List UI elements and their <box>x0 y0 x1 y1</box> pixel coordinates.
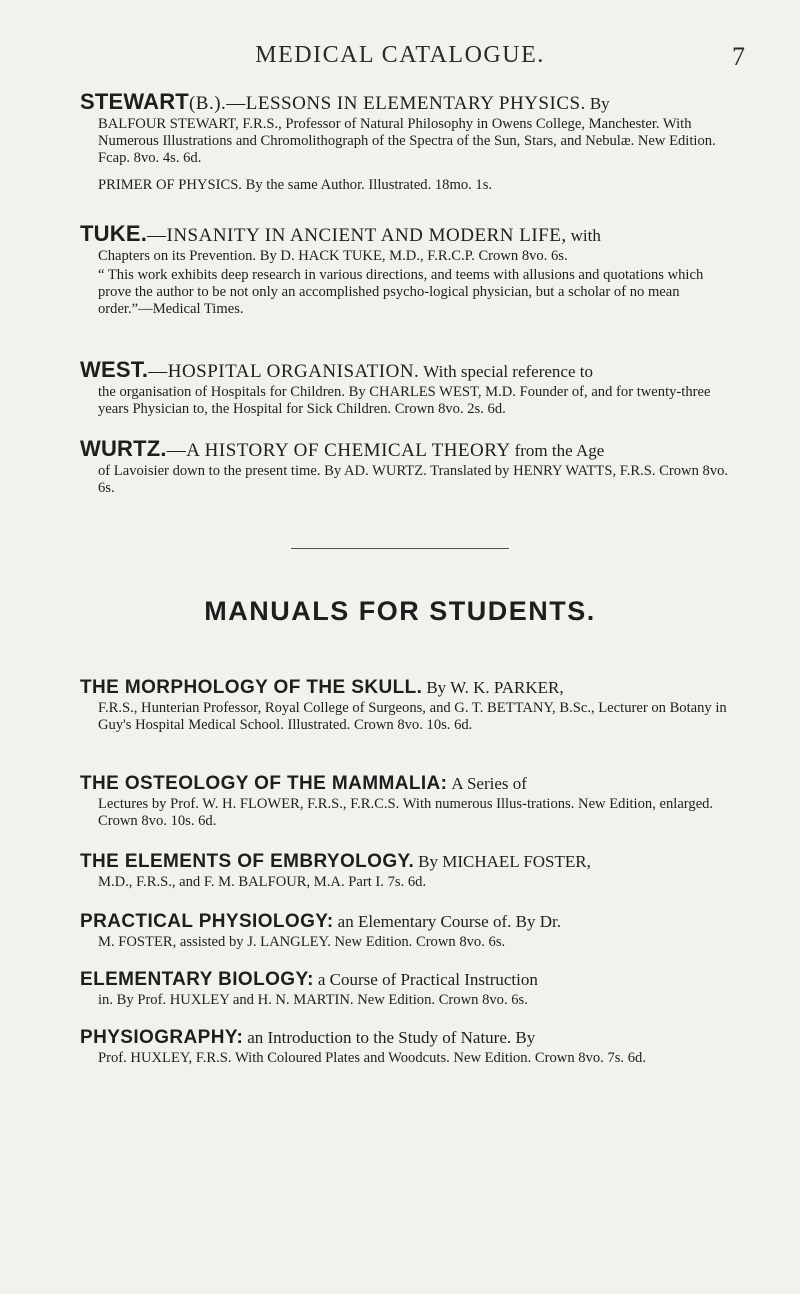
entry-lead-tail: With special reference to <box>423 362 593 381</box>
entry-lead <box>80 970 730 990</box>
entry-headword: WURTZ. <box>80 436 167 461</box>
section-title: MANUALS FOR STUDENTS. <box>204 596 596 626</box>
entry-headword: TUKE. <box>80 221 147 246</box>
entry-lead-tail: By W. K. PARKER, <box>426 678 564 697</box>
catalogue-entry-elementary-biology <box>80 970 730 1009</box>
entry-lead <box>80 678 730 698</box>
entry-description: Lectures by Prof. W. H. FLOWER, F.R.S., F.R.C.S. With numerous Illus-trations. New Edition, enlarged. Crown 8vo. 10s. 6d. <box>98 795 714 829</box>
entry-lead <box>80 437 730 461</box>
catalogue-entry-embryology <box>80 852 730 891</box>
entry-description: in. By Prof. HUXLEY and H. N. MARTIN. New Edition. Crown 8vo. 6s. <box>98 991 528 1008</box>
entry-lead-tail: an Elementary Course of. By Dr. <box>337 912 561 931</box>
entry-lead-tail: an Introduction to the Study of Nature. By <box>247 1028 536 1047</box>
entry-description: Prof. HUXLEY, F.R.S. With Coloured Plates and Woodcuts. New Edition. Crown 8vo. 7s. 6d. <box>98 1049 646 1066</box>
entry-lead <box>80 1028 730 1048</box>
entry-headword: ELEMENTARY BIOLOGY: <box>80 969 314 990</box>
catalogue-entry-west <box>80 358 730 418</box>
entry-lead <box>80 774 730 794</box>
catalogue-entry-tuke <box>80 222 730 318</box>
entry-headword: STEWART <box>80 89 189 114</box>
entry-lead-tail: a Course of Practical Instruction <box>317 970 538 989</box>
entry-headword: THE OSTEOLOGY OF THE MAMMALIA: <box>80 773 448 794</box>
entry-lead <box>80 912 730 932</box>
entry-description: Chapters on its Prevention. By D. HACK TUKE, M.D., F.R.C.P. Crown 8vo. 6s. <box>98 247 568 264</box>
entry-review-quote: “ This work exhibits deep research in various directions, and teems with allusions and quotations which prove the author to be not only an accomplished psycho-logical physician, but a scholar of no mean order.”—Medical Times. <box>98 266 704 317</box>
entry-lead <box>80 90 730 114</box>
entry-description: M. FOSTER, assisted by J. LANGLEY. New Edition. Crown 8vo. 6s. <box>98 933 506 950</box>
page-number: 7 <box>732 42 745 71</box>
entry-description: M.D., F.R.S., and F. M. BALFOUR, M.A. Part I. 7s. 6d. <box>98 873 427 890</box>
catalogue-entry-wurtz <box>80 437 730 497</box>
catalogue-entry-osteology <box>80 774 730 830</box>
entry-title: —INSANITY IN ANCIENT AND MODERN LIFE, <box>147 225 567 246</box>
entry-headword: THE ELEMENTS OF EMBRYOLOGY. <box>80 851 415 872</box>
running-title: MEDICAL CATALOGUE. <box>255 42 545 68</box>
entry-title: —HOSPITAL ORGANISATION. <box>148 361 420 382</box>
entry-headword: THE MORPHOLOGY OF THE SKULL. <box>80 677 423 698</box>
entry-headword: WEST. <box>80 357 149 382</box>
entry-description: F.R.S., Hunterian Professor, Royal College of Surgeons, and G. T. BETTANY, B.Sc., Lecturer on Botany in Guy's Hospital Medical School. Illustrated. Crown 8vo. 10s. 6d. <box>98 699 727 733</box>
entry-lead-tail: A Series of <box>451 774 527 793</box>
entry-headword: PHYSIOGRAPHY: <box>80 1027 244 1048</box>
entry-lead <box>80 358 730 382</box>
catalogue-entry-stewart <box>80 90 730 194</box>
entry-lead-tail: By <box>589 94 610 113</box>
entry-description: of Lavoisier down to the present time. By AD. WURTZ. Translated by HENRY WATTS, F.R.S. Crown 8vo. 6s. <box>98 462 729 496</box>
entry-headword: PRACTICAL PHYSIOLOGY: <box>80 911 334 932</box>
entry-title: —A HISTORY OF CHEMICAL THEORY <box>166 440 511 461</box>
entry-lead-tail: from the Age <box>514 441 605 460</box>
catalogue-entry-morphology <box>80 678 730 734</box>
entry-description: BALFOUR STEWART, F.R.S., Professor of Natural Philosophy in Owens College, Manchester. With Numerous Illustrations and Chromolithograph of the Spectra of the Sun, Stars, and Nebulæ. New Edition. Fcap. 8vo. 4s. 6d. <box>98 115 716 166</box>
entry-lead-tail: with <box>570 226 601 245</box>
entry-lead-tail: By MICHAEL FOSTER, <box>418 852 591 871</box>
entry-lead <box>80 222 730 246</box>
catalogue-entry-physiography <box>80 1028 730 1067</box>
catalogue-entry-practical-physiology <box>80 912 730 951</box>
entry-primer: PRIMER OF PHYSICS. By the same Author. Illustrated. 18mo. 1s. <box>98 176 493 193</box>
entry-description: the organisation of Hospitals for Children. By CHARLES WEST, M.D. Founder of, and for twenty-three years Physician to, the Hospital for Sick Children. Crown 8vo. 2s. 6d. <box>98 383 711 417</box>
section-divider <box>291 548 509 549</box>
entry-title: (B.).—LESSONS IN ELEMENTARY PHYSICS. <box>188 93 586 114</box>
entry-lead <box>80 852 730 872</box>
